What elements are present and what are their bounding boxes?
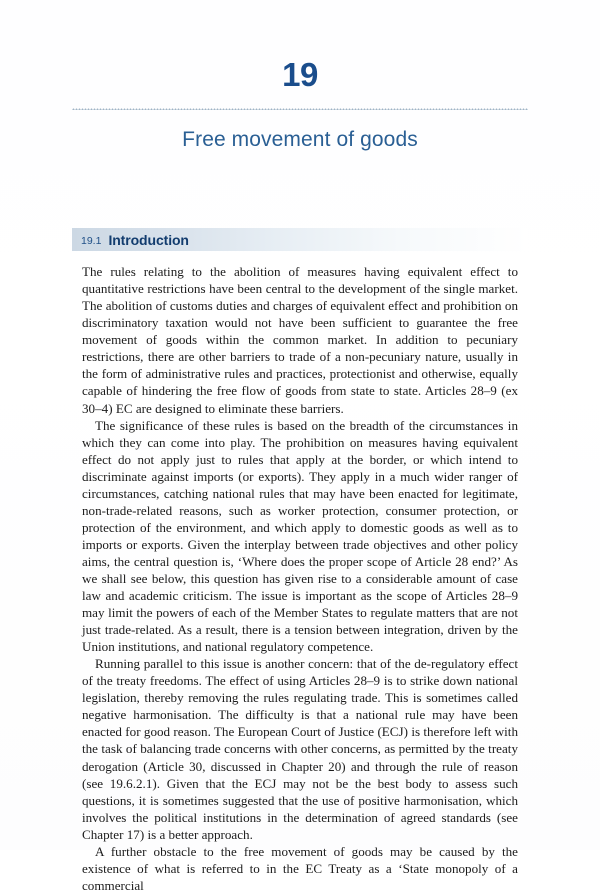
chapter-title: Free movement of goods <box>182 128 418 151</box>
dotted-rule-divider <box>72 107 528 110</box>
chapter-opener <box>0 0 600 152</box>
body-text-block <box>82 263 518 894</box>
paragraph: Running parallel to this issue is another concern: that of the de-regulatory effect of the treaty freedoms. The effect of using Articles 28–9 is to strike down national legislation, thereby removing the rules regulating trade. This is sometimes called negative harmonisation. The difficulty is that a national rule may have been enacted for good reason. The European Court of Justice (ECJ) is therefore left with the task of balancing trade concerns with other concerns, as permitted by the treaty derogation (Article 30, discussed in Chapter 20) and through the rule of reason (see 19.6.2.1). Given that the ECJ may not be the best body to assess such questions, it is sometimes suggested that the use of positive harmonisation, which involves the political institutions in the determination of agreed standards (see Chapter 17) is a better approach. <box>82 656 518 842</box>
paragraph: The rules relating to the abolition of measures having equivalent effect to quantitative restrictions have been central to the development of the single market. The abolition of customs duties and charges of equivalent effect and prohibition on discriminatory taxation would not have been sufficient to guarantee the free movement of goods within the common market. In addition to pecuniary restrictions, there are other barriers to trade of a non-pecuniary nature, usually in the form of administrative rules and practices, protectionist and otherwise, equally capable of hindering the free flow of goods from state to state. Articles 28–9 (ex 30–4) EC are designed to eliminate these barriers. <box>82 264 518 416</box>
paragraph: The significance of these rules is based on the breadth of the circumstances in which they can come into play. The prohibition on measures having equivalent effect do not apply just to rules that apply at the border, or which intend to discriminate against imports (or exports). They apply in a much wider ranger of circumstances, catching national rules that may have been enacted for legitimate, non-trade-related reasons, such as worker protection, consumer protection, or protection of the environment, and which apply to domestic goods as well as to imports or exports. Given the interplay between trade objectives and other policy aims, the central question is, ‘Where does the proper scope of Article 28 end?’ As we shall see below, this question has given rise to a considerable amount of case law and academic criticism. The issue is important as the scope of Articles 28–9 may limit the powers of each of the Member States to regulate matters that are not just trade-related. As a result, there is a tension between integration, driven by the Union institutions, and national regulatory competence. <box>82 417 518 655</box>
paragraph: A further obstacle to the free movement of goods may be caused by the existence of what is referred to in the EC Treaty as a ‘State monopoly of a commercial <box>82 843 518 893</box>
section-heading-band <box>72 228 528 251</box>
chapter-number: 19 <box>282 56 318 93</box>
section-number: 19.1 <box>81 234 102 247</box>
section-title: Introduction <box>108 231 189 248</box>
